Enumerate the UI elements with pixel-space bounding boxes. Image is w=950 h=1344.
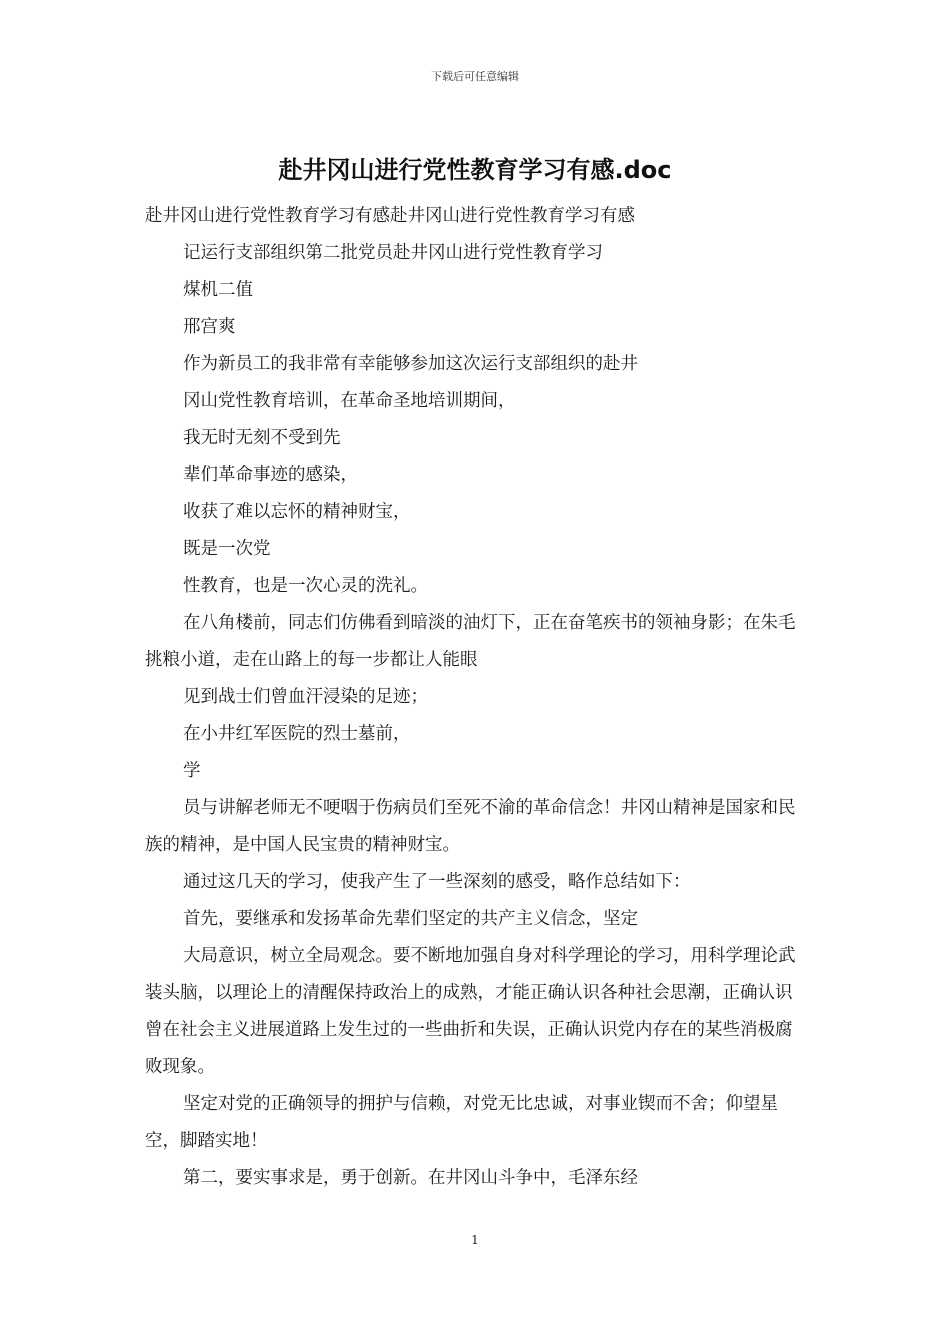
paragraph: 性教育，也是一次心灵的洗礼。: [183, 576, 428, 596]
paragraph: 煤机二值: [183, 280, 253, 300]
paragraph: 见到战士们曾血汗浸染的足迹；: [183, 687, 428, 707]
document-title: 赴井冈山进行党性教育学习有感.doc: [278, 156, 672, 184]
paragraph: 首先，要继承和发扬革命先辈们坚定的共产主义信念，坚定: [183, 909, 638, 929]
paragraph: 记运行支部组织第二批党员赴井冈山进行党性教育学习: [183, 243, 603, 263]
paragraph: 员与讲解老师无不哽咽于伤病员们至死不渝的革命信念！井冈山精神是国家和民族的精神，是中国人民宝贵的精神财宝。: [145, 798, 796, 855]
paragraph: 冈山党性教育培训，在革命圣地培训期间，: [183, 391, 516, 411]
paragraph: 学: [183, 761, 201, 781]
paragraph: 大局意识，树立全局观念。要不断地加强自身对科学理论的学习，用科学理论武装头脑，以理论上的清醒保持政治上的成熟，才能正确认识各种社会思潮，正确认识曾在社会主义进展道路上发生过的一些曲折和失误，正确认识党内存在的某些消极腐败现象。: [145, 946, 796, 1077]
paragraph: 作为新员工的我非常有幸能够参加这次运行支部组织的赴井: [183, 354, 638, 374]
paragraph: 赴井冈山进行党性教育学习有感赴井冈山进行党性教育学习有感: [145, 206, 635, 226]
paragraph: 我无时无刻不受到先: [183, 428, 341, 448]
paragraph: 在八角楼前，同志们仿佛看到暗淡的油灯下，正在奋笔疾书的领袖身影；在朱毛挑粮小道，走在山路上的每一步都让人能眼: [145, 613, 796, 670]
page-number: 1: [471, 1233, 479, 1247]
page-header: 下载后可任意编辑: [431, 70, 519, 83]
paragraph: 在小井红军医院的烈士墓前，: [183, 724, 411, 744]
paragraph: 邢宫爽: [183, 317, 236, 337]
paragraph: 既是一次党: [183, 539, 271, 559]
paragraph: 收获了难以忘怀的精神财宝，: [183, 502, 411, 522]
paragraph: 通过这几天的学习，使我产生了一些深刻的感受，略作总结如下：: [183, 872, 691, 892]
paragraph: 第二，要实事求是，勇于创新。在井冈山斗争中，毛泽东经: [183, 1168, 638, 1188]
paragraph: 坚定对党的正确领导的拥护与信赖，对党无比忠诚，对事业锲而不舍；仰望星空，脚踏实地！: [145, 1094, 778, 1151]
paragraph: 辈们革命事迹的感染，: [183, 465, 358, 485]
document-body: [145, 198, 807, 1197]
